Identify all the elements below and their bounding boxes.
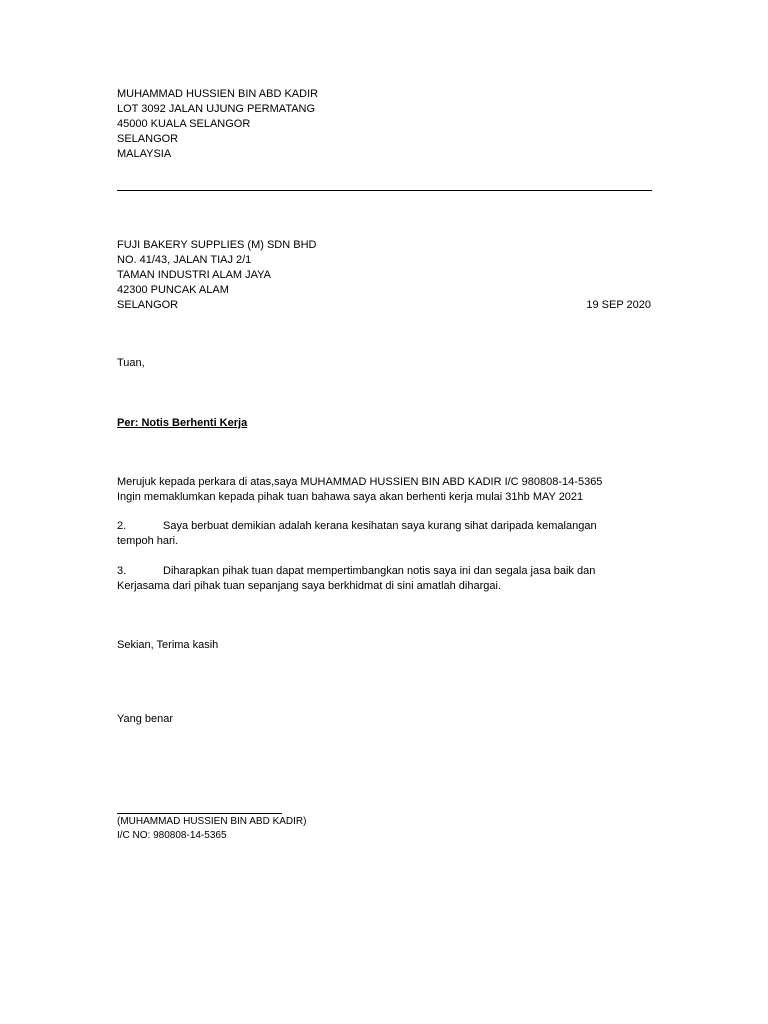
- paragraph-2-first-line: [117, 519, 657, 534]
- letter-subject: Per: Notis Berhenti Kerja: [117, 417, 248, 429]
- header-divider: [117, 190, 652, 191]
- paragraph-3-number: 3.: [117, 565, 127, 577]
- paragraph-3-text: Diharapkan pihak tuan dapat mempertimbangkan notis saya ini dan segala jasa baik dan: [163, 565, 596, 577]
- paragraph-2-continuation: tempoh hari.: [117, 535, 179, 547]
- signature-line: [117, 813, 282, 814]
- closing-text: Sekian, Terima kasih: [117, 639, 219, 651]
- signature-block: [117, 815, 306, 843]
- recipient-company: FUJI BAKERY SUPPLIES (M) SDN BHD: [117, 239, 317, 251]
- salutation: Tuan,: [117, 357, 145, 369]
- paragraph-3-continuation: Kerjasama dari pihak tuan sepanjang saya berkhidmat di sini amatlah dihargai.: [117, 580, 502, 592]
- paragraph-2-text: Saya berbuat demikian adalah kerana kesihatan saya kurang sihat daripada kemalangan: [163, 520, 597, 532]
- sender-name: MUHAMMAD HUSSIEN BIN ABD KADIR: [117, 88, 319, 100]
- intro-line-1: Merujuk kepada perkara di atas,saya MUHAMMAD HUSSIEN BIN ABD KADIR I/C 980808-14-5365: [117, 476, 603, 488]
- recipient-postcode-city: 42300 PUNCAK ALAM: [117, 284, 229, 296]
- paragraph-2-number: 2.: [117, 520, 127, 532]
- sender-country: MALAYSIA: [117, 148, 172, 160]
- letter-date: 19 SEP 2020: [586, 299, 651, 311]
- sender-postcode-city: 45000 KUALA SELANGOR: [117, 118, 251, 130]
- paragraph-2: [117, 519, 657, 549]
- sign-off: Yang benar: [117, 713, 174, 725]
- paragraph-3-first-line: [117, 564, 657, 579]
- signature-ic-number: I/C NO: 980808-14-5365: [117, 830, 227, 841]
- paragraph-3: [117, 564, 657, 594]
- signature-name: (MUHAMMAD HUSSIEN BIN ABD KADIR): [117, 816, 307, 827]
- sender-address: [117, 87, 318, 162]
- sender-street: LOT 3092 JALAN UJUNG PERMATANG: [117, 103, 316, 115]
- intro-line-2: Ingin memaklumkan kepada pihak tuan bahawa saya akan berhenti kerja mulai 31hb MAY 2021: [117, 491, 584, 503]
- intro-paragraph: [117, 475, 657, 505]
- recipient-address: [117, 238, 316, 313]
- recipient-street: NO. 41/43, JALAN TIAJ 2/1: [117, 254, 252, 266]
- recipient-area: TAMAN INDUSTRI ALAM JAYA: [117, 269, 272, 281]
- sender-state: SELANGOR: [117, 133, 179, 145]
- recipient-state: SELANGOR: [117, 299, 179, 311]
